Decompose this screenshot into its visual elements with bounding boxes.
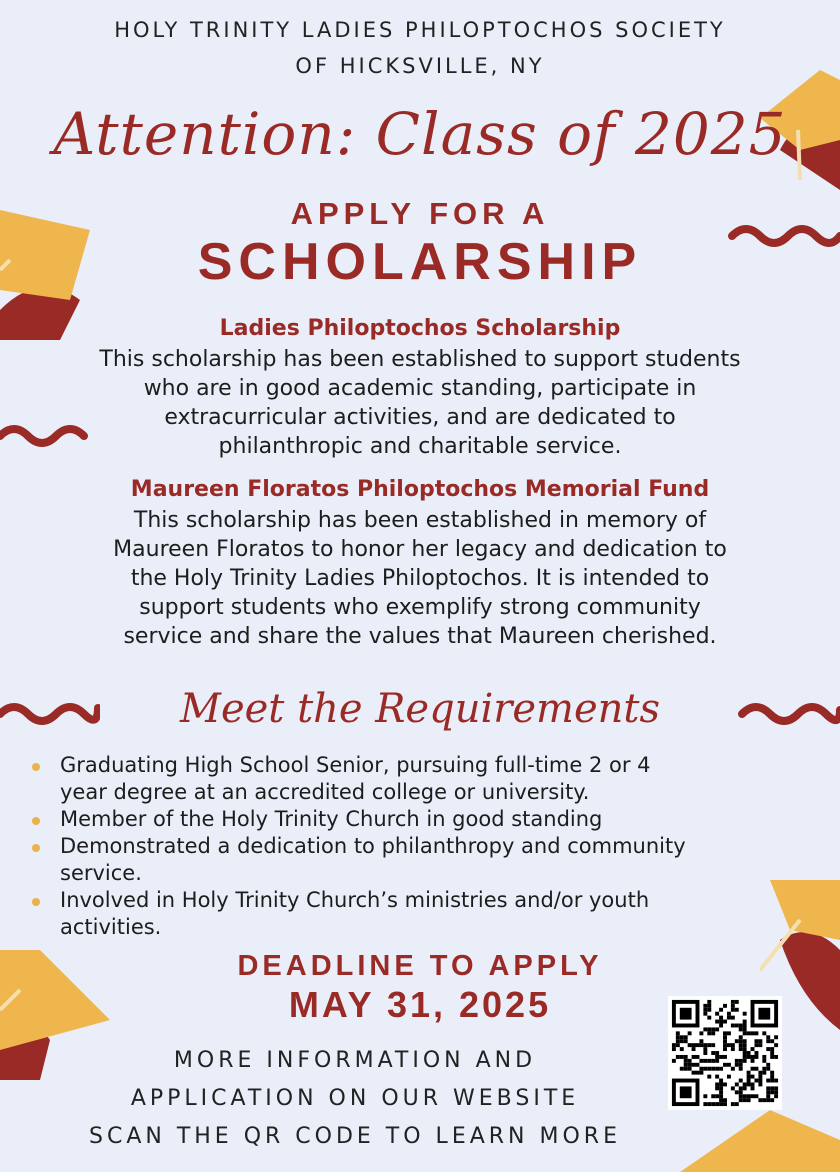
organization-name-line-1: HOLY TRINITY LADIES PHILOPTOCHOS SOCIETY: [114, 18, 726, 42]
requirements-list: [32, 752, 832, 941]
scholarship-1-description: [0, 345, 840, 461]
requirements-title: Meet the Requirements: [179, 686, 661, 732]
description-line: Maureen Floratos to honor her legacy and dedication to: [113, 537, 727, 562]
info-line-3: SCAN THE QR CODE TO LEARN MORE: [89, 1124, 621, 1149]
list-item-line: activities.: [60, 915, 162, 939]
graduation-cap-icon: [680, 1110, 840, 1172]
list-item: [32, 887, 832, 941]
organization-name-line-2: OF HICKSVILLE, NY: [295, 54, 545, 78]
scholarship-1-title: Ladies Philoptochos Scholarship: [219, 316, 621, 341]
bullet-icon: [32, 817, 40, 825]
info-line-1: MORE INFORMATION AND: [173, 1048, 537, 1073]
description-line: the Holy Trinity Ladies Philoptochos. It is intended to: [130, 566, 710, 591]
deadline-label: DEADLINE TO APPLY: [237, 950, 603, 982]
bullet-icon: [32, 898, 40, 906]
list-item: [32, 806, 832, 833]
description-line: extracurricular activities, and are dedicated to: [164, 405, 676, 430]
description-line: This scholarship has been established to support students: [99, 347, 741, 372]
list-item-line: Involved in Holy Trinity Church’s ministries and/or youth: [60, 888, 650, 912]
description-line: who are in good academic standing, participate in: [143, 376, 697, 401]
list-item: [32, 833, 832, 887]
deadline-date: MAY 31, 2025: [288, 984, 552, 1025]
scholarship-2-title: Maureen Floratos Philoptochos Memorial Fund: [130, 477, 710, 502]
apply-heading: APPLY FOR A: [290, 196, 550, 231]
description-line: This scholarship has been established in memory of: [133, 508, 707, 533]
scholarship-heading: SCHOLARSHIP: [197, 233, 643, 291]
list-item-line: Graduating High School Senior, pursuing full-time 2 or 4: [60, 753, 651, 777]
list-item-line: service.: [60, 861, 142, 885]
page-title: Attention: Class of 2025: [53, 100, 787, 168]
list-item-line: year degree at an accredited college or university.: [60, 780, 590, 804]
list-item-line: Member of the Holy Trinity Church in good standing: [60, 807, 603, 831]
list-item: [32, 752, 832, 806]
bullet-icon: [32, 844, 40, 852]
info-line-2: APPLICATION ON OUR WEBSITE: [130, 1086, 580, 1111]
qr-code[interactable]: [668, 996, 782, 1110]
scholarship-2-description: [0, 506, 840, 651]
bullet-icon: [32, 763, 40, 771]
description-line: philanthropic and charitable service.: [218, 434, 622, 459]
description-line: support students who exemplify strong community: [139, 595, 701, 620]
list-item-line: Demonstrated a dedication to philanthropy and community: [60, 834, 686, 858]
description-line: service and share the values that Maureen cherished.: [123, 624, 717, 649]
